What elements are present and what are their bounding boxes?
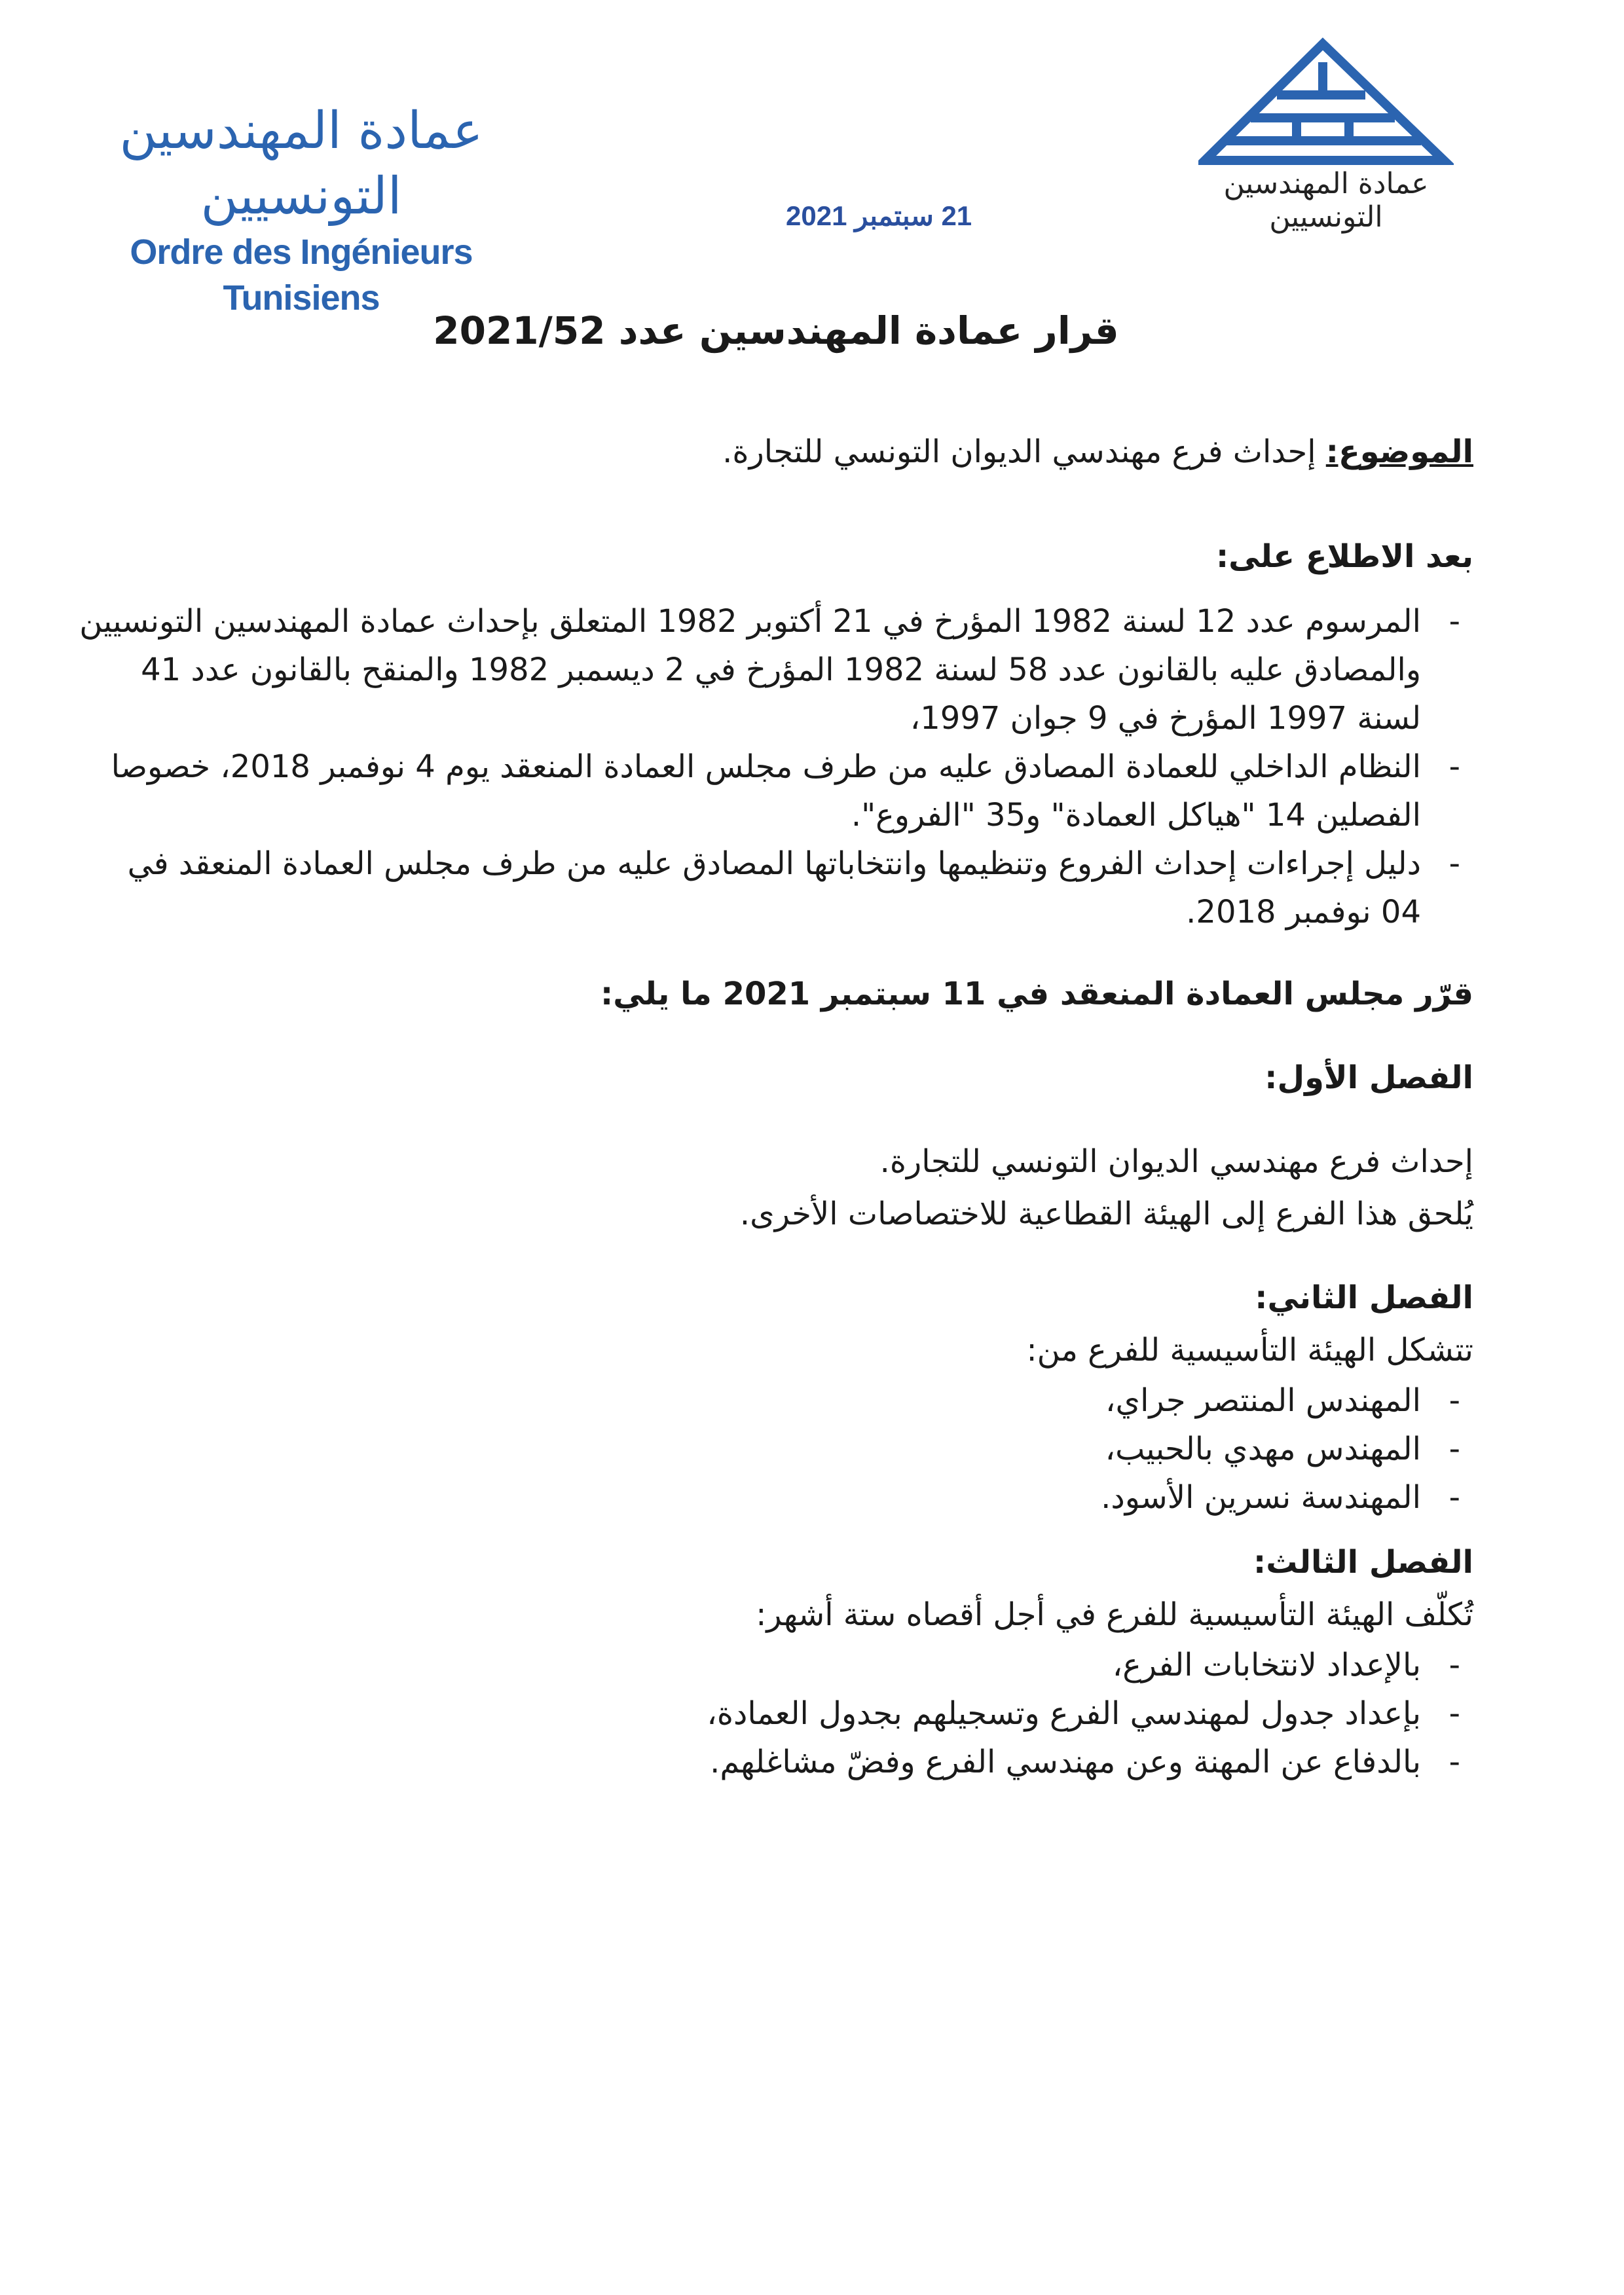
brand-block [85,98,517,321]
list-item: - بالدفاع عن المهنة وعن مهندسي الفرع وفضّ مشاغلهم. [79,1738,1473,1786]
article2-heading: الفصل الثاني: [1255,1279,1473,1316]
list-item: - المرسوم عدد 12 لسنة 1982 المؤرخ في 21 أكتوبر 1982 المتعلق بإحداث عمادة المهندسين التونسيين والمصادق عليه بالقانون عدد 58 لسنة 1982 المؤرخ في 2 ديسمبر 1982 والمنقح بالقانون عدد 41 لسنة 1997 المؤرخ في 9 جوان 1997، [79,597,1473,743]
list-item: - المهندسة نسرين الأسود. [79,1473,1473,1522]
members-list [79,1376,1473,1522]
tasks-list [79,1641,1473,1786]
list-item: - المهندس المنتصر جراي، [79,1376,1473,1425]
article2-intro: تتشكل الهيئة التأسيسية للفرع من: [1026,1332,1473,1368]
list-item: - المهندس مهدي بالحبيب، [79,1425,1473,1473]
list-item: - بالإعداد لانتخابات الفرع، [79,1641,1473,1689]
article1-heading: الفصل الأول: [1264,1059,1473,1096]
subject-line [79,426,1473,478]
triangle-emblem-icon [1198,36,1454,167]
subject-label: الموضوع: [1325,433,1473,470]
article1-line: إحداث فرع مهندسي الديوان التونسي للتجارة. [879,1143,1473,1180]
date-stamp: 21 سبتمبر 2021 [786,200,972,231]
article3-heading: الفصل الثالث: [1253,1544,1473,1581]
list-item: - دليل إجراءات إحداث الفروع وتنظيمها وانتخاباتها المصادق عليه من طرف مجلس العمادة المنعقد في 04 نوفمبر 2018. [79,839,1473,936]
article1-line: يُلحق هذا الفرع إلى الهيئة القطاعية للاختصاصات الأخرى. [739,1196,1473,1232]
references-heading: بعد الاطلاع على: [1215,538,1473,575]
list-item: - بإعداد جدول لمهندسي الفرع وتسجيلهم بجدول العمادة، [79,1689,1473,1738]
emblem-logo [1198,36,1454,234]
references-list [79,597,1473,936]
article3-intro: تُكلّف الهيئة التأسيسية للفرع في أجل أقصاه ستة أشهر: [756,1596,1473,1633]
brand-french: Ordre des Ingénieurs Tunisiens [130,232,473,318]
emblem-caption: عمادة المهندسين التونسيين [1223,167,1429,234]
decision-heading: قرّر مجلس العمادة المنعقد في 11 سبتمبر 2021 ما يلي: [600,976,1473,1012]
subject-text: إحداث فرع مهندسي الديوان التونسي للتجارة. [722,433,1326,470]
document-title: قرار عمادة المهندسين عدد 2021/52 [433,308,1119,353]
document-body [79,298,1473,1786]
brand-arabic: عمادة المهندسين التونسيين [119,101,483,226]
list-item: - النظام الداخلي للعمادة المصادق عليه من طرف مجلس العمادة المنعقد يوم 4 نوفمبر 2018، خصوصا الفصلين 14 "هياكل العمادة" و35 "الفروع". [79,743,1473,839]
